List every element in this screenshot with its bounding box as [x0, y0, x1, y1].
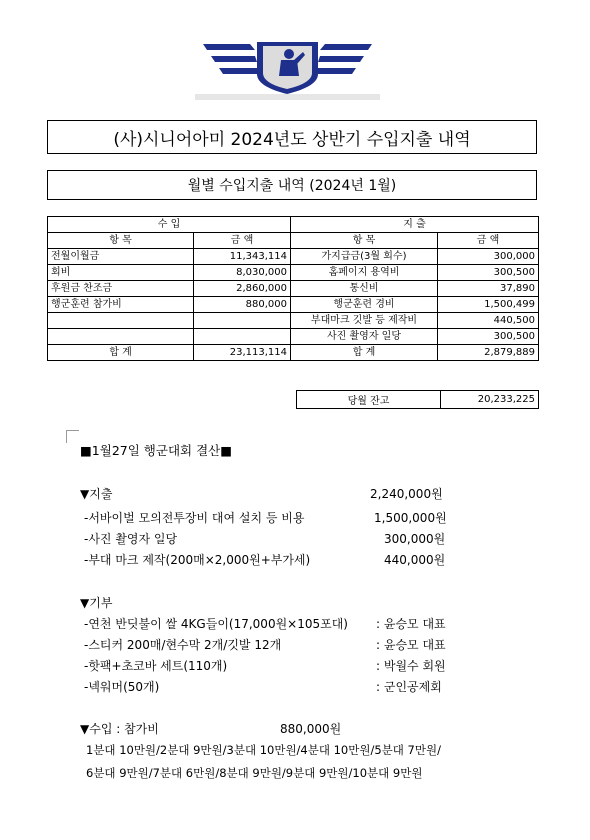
- expense-item: 행군훈련 경비: [291, 297, 438, 313]
- income-detail-line: 1분대 10만원/2분대 9만원/3분대 10만원/4분대 10만원/5분대 7만원/: [86, 743, 441, 757]
- income-amount: 11,343,114: [194, 249, 291, 265]
- income-heading-label: ▼수입 : 참가비: [80, 722, 159, 736]
- income-item: 후원금 찬조금: [48, 281, 194, 297]
- donation-item-text: -넥워머(50개): [84, 680, 160, 694]
- list-item: [84, 657, 446, 674]
- expense-heading: [80, 485, 443, 502]
- table-row: [48, 313, 539, 329]
- table-row: [48, 297, 539, 313]
- expense-item-text: -서바이벌 모의전투장비 대여 설치 등 비용: [84, 511, 305, 525]
- list-item: [84, 530, 446, 547]
- list-item: [84, 678, 442, 695]
- balance-amount: 20,233,225: [441, 391, 539, 409]
- donation-donor: : 윤승모 대표: [376, 638, 446, 652]
- section-title: ■1월27일 행군대회 결산■: [80, 443, 233, 458]
- donation-item-text: -핫팩+초코바 세트(110개): [84, 659, 228, 673]
- balance-label: 당월 잔고: [297, 391, 441, 409]
- table-row: [48, 249, 539, 265]
- col-item: 항 목: [291, 233, 438, 249]
- income-expense-table: [47, 216, 539, 361]
- expense-amount: 300,000: [438, 249, 539, 265]
- expense-amount: 440,500: [438, 313, 539, 329]
- income-amount: 8,030,000: [194, 265, 291, 281]
- expense-heading-label: ▼지출: [80, 487, 113, 501]
- income-item: 행군훈련 참가비: [48, 297, 194, 313]
- expense-total: 2,879,889: [438, 345, 539, 361]
- donation-donor: : 군인공제회: [376, 680, 442, 694]
- income-item: 회비: [48, 265, 194, 281]
- donation-item-text: -연천 반딧불이 쌀 4KG들이(17,000원×105포대): [84, 617, 348, 631]
- expense-total-amount: 2,240,000원: [370, 487, 443, 501]
- expense-amount: 37,890: [438, 281, 539, 297]
- income-total-label: 합 계: [48, 345, 194, 361]
- total-row: [48, 345, 539, 361]
- list-item: [84, 509, 447, 526]
- income-total-amount: 880,000원: [280, 722, 342, 736]
- expense-item: 홈페이지 용역비: [291, 265, 438, 281]
- table-row: [48, 329, 539, 345]
- income-total: 23,113,114: [194, 345, 291, 361]
- page-title: (사)시니어아미 2024년도 상반기 수입지출 내역: [47, 120, 537, 154]
- list-item: [84, 551, 446, 568]
- donation-donor: : 박월수 회원: [376, 659, 446, 673]
- income-heading: [80, 720, 342, 737]
- expense-item-text: -사진 촬영자 일당: [84, 532, 178, 546]
- income-item: [48, 313, 194, 329]
- expense-item-amount: 1,500,000원: [374, 511, 447, 525]
- expense-item: 통신비: [291, 281, 438, 297]
- expense-header: 지 출: [291, 217, 539, 233]
- expense-total-label: 합 계: [291, 345, 438, 361]
- expense-item: 가지급금(3월 회수): [291, 249, 438, 265]
- page-subtitle: 월별 수입지출 내역 (2024년 1월): [47, 170, 537, 200]
- col-item: 항 목: [48, 233, 194, 249]
- donation-donor: : 윤승모 대표: [376, 617, 446, 631]
- income-item: 전월이월금: [48, 249, 194, 265]
- expense-item: 부대마크 깃발 등 제작비: [291, 313, 438, 329]
- expense-item: 사진 촬영자 일당: [291, 329, 438, 345]
- expense-amount: 300,500: [438, 329, 539, 345]
- senior-army-logo: [195, 38, 380, 100]
- balance-table: [296, 390, 539, 409]
- income-amount: [194, 329, 291, 345]
- list-item: [84, 615, 446, 632]
- income-amount: [194, 313, 291, 329]
- col-amount: 금 액: [194, 233, 291, 249]
- expense-item-amount: 440,000원: [384, 553, 446, 567]
- col-amount: 금 액: [438, 233, 539, 249]
- donation-item-text: -스티커 200매/현수막 2개/깃발 12개: [84, 638, 282, 652]
- income-header: 수 입: [48, 217, 291, 233]
- expense-amount: 1,500,499: [438, 297, 539, 313]
- income-item: [48, 329, 194, 345]
- expense-item-text: -부대 마크 제작(200매×2,000원+부가세): [84, 553, 311, 567]
- expense-amount: 300,500: [438, 265, 539, 281]
- expense-item-amount: 300,000원: [384, 532, 446, 546]
- table-row: [48, 265, 539, 281]
- table-row: [48, 281, 539, 297]
- income-detail-line: 6분대 9만원/7분대 6만원/8분대 9만원/9분대 9만원/10분대 9만원: [86, 766, 423, 780]
- income-amount: 880,000: [194, 297, 291, 313]
- list-item: [84, 636, 446, 653]
- income-amount: 2,860,000: [194, 281, 291, 297]
- donation-heading: ▼기부: [80, 596, 113, 610]
- paragraph-marker: [66, 430, 79, 443]
